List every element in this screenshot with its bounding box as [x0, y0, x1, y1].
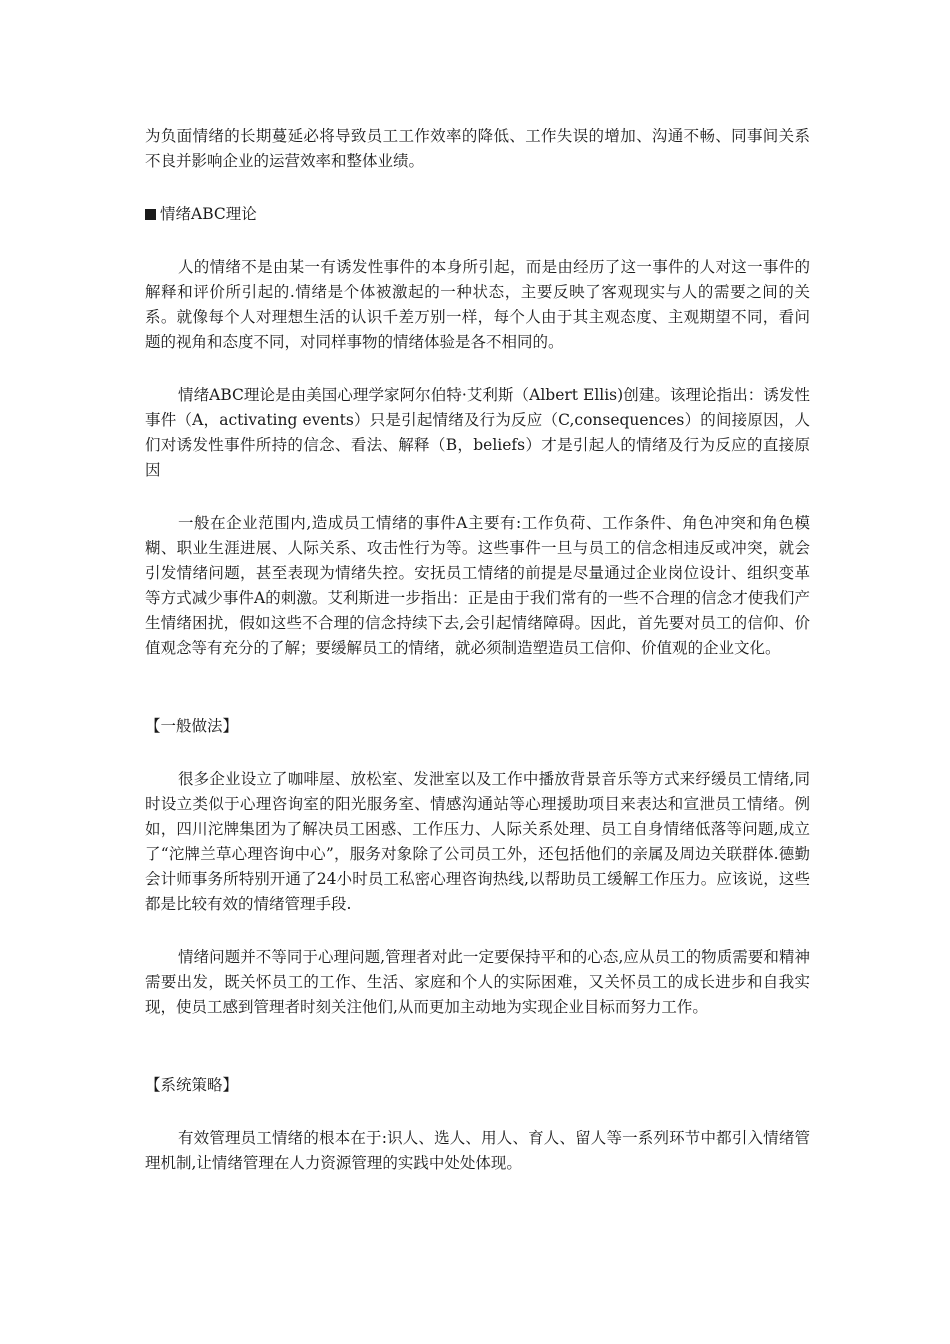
abc-paragraph-1: 人的情绪不是由某一有诱发性事件的本身所引起，而是由经历了这一事件的人对这一事件的解释和评价所引起的.情绪是个体被激起的一种状态，主要反映了客观现实与人的需要之间的关系。就像每个人对理想生活的认识千差万别一样，每个人由于其主观态度、主观期望不同，看问题的视角和态度不同，对同样事物的情绪体验是各不相同的。: [145, 258, 810, 351]
general-paragraph-1: 很多企业设立了咖啡屋、放松室、发泄室以及工作中播放背景音乐等方式来纾缓员工情绪,同时设立类似于心理咨询室的阳光服务室、情感沟通站等心理援助项目来表达和宣泄员工情绪。例如，四川沱牌集团为了解决员工困惑、工作压力、人际关系处理、员工自身情绪低落等问题,成立了“沱牌兰草心理咨询中心”，服务对象除了公司员工外，还包括他们的亲属及周边关联群体.德勤会计师事务所特别开通了24小时员工私密心理咨询热线,以帮助员工缓解工作压力。应该说，这些都是比较有效的情绪管理手段.: [145, 770, 810, 913]
abc-theory-heading: [145, 202, 810, 227]
abc-paragraph-3: 一般在企业范围内,造成员工情绪的事件A主要有:工作负荷、工作条件、角色冲突和角色模糊、职业生涯进展、人际关系、攻击性行为等。这些事件一旦与员工的信念相违反或冲突，就会引发情绪问题，甚至表现为情绪失控。安抚员工情绪的前提是尽量通过企业岗位设计、组织变革等方式减少事件A的刺激。艾利斯进一步指出：正是由于我们常有的一些不合理的信念才使我们产生情绪困扰，假如这些不合理的信念持续下去,会引起情绪障碍。因此，首先要对员工的信仰、价值观念等有充分的了解；要缓解员工的情绪，就必须制造塑造员工信仰、价值观的企业文化。: [145, 514, 810, 657]
general-paragraph-2: 情绪问题并不等同于心理问题,管理者对此一定要保持平和的心态,应从员工的物质需要和精神需要出发，既关怀员工的工作、生活、家庭和个人的实际困难，又关怀员工的成长进步和自我实现，使员工感到管理者时刻关注他们,从而更加主动地为实现企业目标而努力工作。: [145, 948, 810, 1016]
general-practice-heading: 【一般做法】: [145, 717, 239, 735]
document-page: [145, 124, 810, 1176]
abc-paragraph-2: 情绪ABC理论是由美国心理学家阿尔伯特·艾利斯（Albert Ellis)创建。该理论指出：诱发性事件（A，activating events）只是引起情绪及行为反应（C,consequences）的间接原因，人们对诱发性事件所持的信念、看法、解释（B，beliefs）才是引起人的情绪及行为反应的直接原因: [145, 386, 810, 479]
abc-theory-heading-text: 情绪ABC理论: [160, 205, 257, 223]
intro-paragraph: 为负面情绪的长期蔓延必将导致员工工作效率的降低、工作失误的增加、沟通不畅、同事间关系不良并影响企业的运营效率和整体业绩。: [145, 127, 810, 170]
strategy-paragraph-1: 有效管理员工情绪的根本在于:识人、选人、用人、育人、留人等一系列环节中都引入情绪管理机制,让情绪管理在人力资源管理的实践中处处体现。: [145, 1129, 810, 1172]
black-square-bullet-icon: [145, 209, 156, 220]
system-strategy-heading: 【系统策略】: [145, 1076, 239, 1094]
